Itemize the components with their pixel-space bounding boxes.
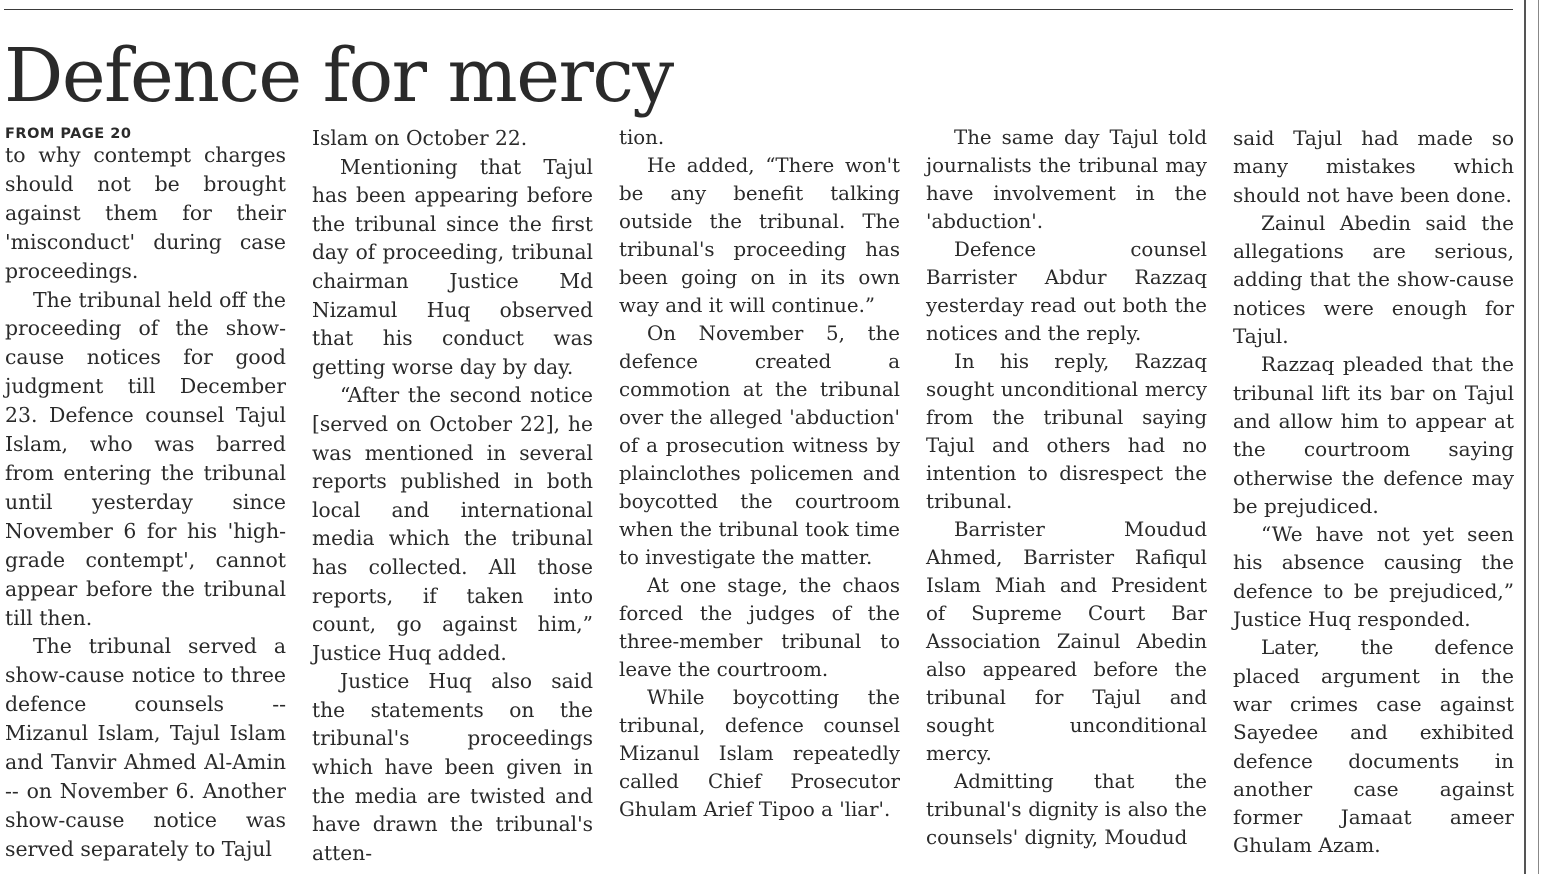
paragraph: Mentioning that Tajul has been appearing before the tribunal since the first day of proceeding, tribunal chairman Justice Md Nizamul Huq observed that his conduct was getting worse day by day. — [312, 154, 593, 379]
paragraph: The tribunal served a show-cause notice to three defence counsels -- Mizanul Islam, Tajul Islam and Tanvir Ahmed Al-Amin -- on November 6. Another show-cause notice was served separately to Tajul — [5, 634, 286, 861]
headline: Defence for mercy — [4, 33, 673, 119]
paragraph: Islam on October 22. — [312, 126, 528, 150]
paragraph: said Tajul had made so many mistakes which should not have been done. — [1233, 126, 1514, 207]
paragraph: In his reply, Razzaq sought unconditional mercy from the tribunal saying Tajul and others had no intention to disrespect the tribunal. — [926, 350, 1207, 513]
top-rule — [4, 9, 1513, 10]
article-column-3 — [619, 124, 900, 824]
paragraph: While boycotting the tribunal, defence counsel Mizanul Islam repeatedly called Chief Prosecutor Ghulam Arief Tipoo a 'liar'. — [619, 686, 900, 821]
paragraph: to why contempt charges should not be brought against them for their 'misconduct' during case proceedings. — [5, 143, 286, 283]
kicker: FROM PAGE 20 — [5, 126, 132, 142]
paragraph: Razzaq pleaded that the tribunal lift its bar on Tajul and allow him to appear at the courtroom saying otherwise the defence may be prejudiced. — [1233, 352, 1514, 518]
paragraph: On November 5, the defence created a commotion at the tribunal over the alleged 'abduction' of a prosecution witness by plainclothes policemen and boycotted the courtroom when the tribunal took time to investigate the matter. — [619, 322, 900, 569]
paragraph: Barrister Moudud Ahmed, Barrister Rafiqul Islam Miah and President of Supreme Court Bar Association Zainul Abedin also appeared before the tribunal for Tajul and sought unconditional mercy. — [926, 518, 1207, 765]
paragraph: “We have not yet seen his absence causing the defence to be prejudiced,” Justice Huq responded. — [1233, 522, 1514, 632]
paragraph: The same day Tajul told journalists the tribunal may have involvement in the 'abduction'. — [926, 126, 1207, 233]
page-edge-rule — [1538, 0, 1539, 874]
paragraph: At one stage, the chaos forced the judges of the three-member tribunal to leave the courtroom. — [619, 574, 900, 681]
column-rule-right — [1524, 0, 1526, 874]
paragraph: Later, the defence placed argument in the war crimes case against Sayedee and exhibited defence documents in another case against former Jamaat ameer Ghulam Azam. — [1233, 635, 1514, 858]
paragraph: Justice Huq also said the statements on the tribunal's proceedings which have been given in the media are twisted and have drawn the tribunal's atten- — [312, 669, 593, 865]
article-column-5 — [1233, 124, 1514, 860]
paragraph: Admitting that the tribunal's dignity is also the counsels' dignity, Moudud — [926, 770, 1207, 849]
paragraph: tion. — [619, 126, 665, 149]
paragraph: “After the second notice [served on October 22], he was mentioned in several reports published in both local and international media which the tribunal has collected. All those reports, if taken into count, go against him,” Justice Huq added. — [312, 383, 593, 665]
paragraph: Defence counsel Barrister Abdur Razzaq yesterday read out both the notices and the reply. — [926, 238, 1207, 345]
article-column-4 — [926, 124, 1207, 852]
paragraph: Zainul Abedin said the allegations are serious, adding that the show-cause notices were enough for Tajul. — [1233, 210, 1514, 349]
paragraph: The tribunal held off the proceeding of the show-cause notices for good judgment till December 23. Defence counsel Tajul Islam, who was barred from entering the tribunal until yesterday since November 6 for his 'high-grade contempt', cannot appear before the tribunal till then. — [5, 287, 286, 630]
article-column-2 — [312, 124, 593, 867]
article-column-1 — [5, 124, 286, 864]
paragraph: He added, “There won't be any benefit talking outside the tribunal. The tribunal's proceeding has been going on in its own way and it will continue.” — [619, 154, 900, 317]
